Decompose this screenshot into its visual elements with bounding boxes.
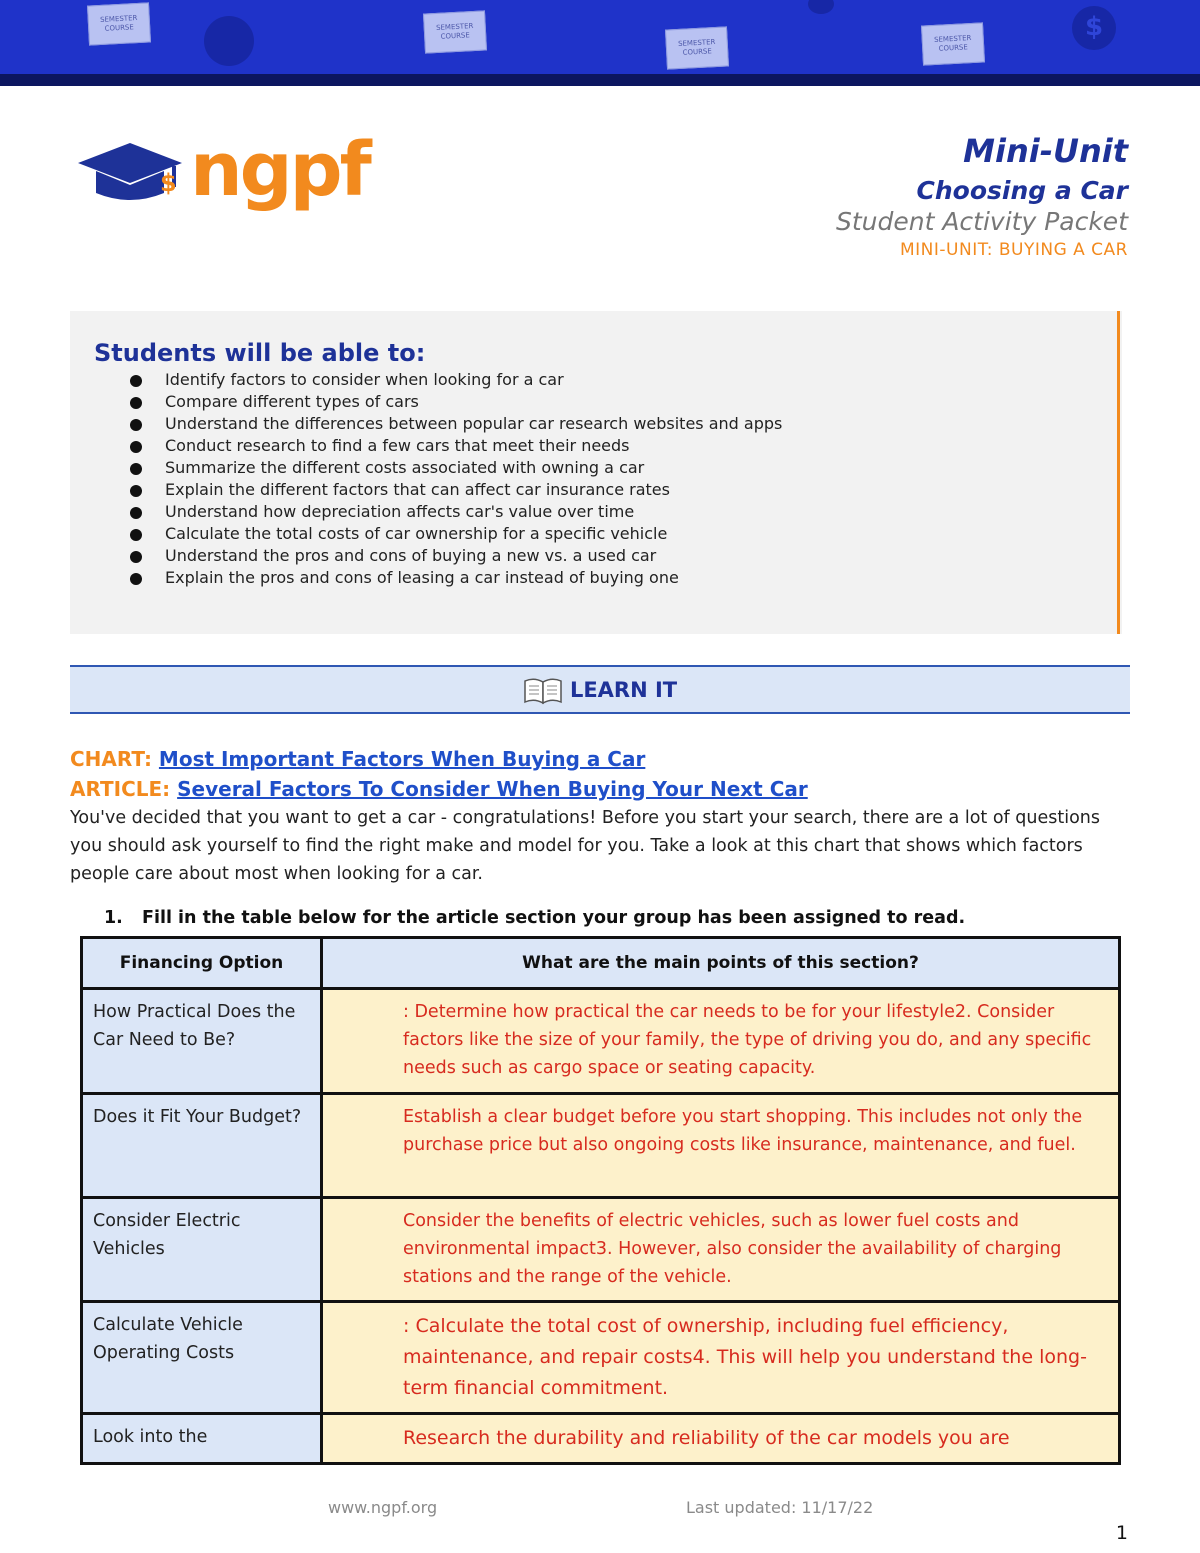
intro-paragraph: You've decided that you want to get a car - congratulations! Before you start your search, there are a lot of questions you should ask yourself to find the right make and model for you. Take a look at this chart that shows which factors people care about most when looking for a car. <box>70 808 1100 884</box>
list-item: Explain the different factors that can affect car insurance rates <box>130 479 782 501</box>
resources-section <box>70 744 1140 888</box>
banner-card: SEMESTER COURSE <box>665 26 729 69</box>
question-number: 1. <box>104 908 123 928</box>
chart-resource <box>70 744 1140 774</box>
option-cell: Calculate Vehicle Operating Costs <box>82 1302 322 1414</box>
dollar-sign: $ <box>1085 12 1104 42</box>
article-tag: ARTICLE: <box>70 777 171 801</box>
top-banner <box>0 0 1200 86</box>
option-cell: Does it Fit Your Budget? <box>82 1094 322 1198</box>
gauge-icon <box>808 0 834 14</box>
list-item: Calculate the total costs of car ownership for a specific vehicle <box>130 523 782 545</box>
list-item: Understand the pros and cons of buying a new vs. a used car <box>130 545 782 567</box>
list-item: Summarize the different costs associated with owning a car <box>130 457 782 479</box>
objectives-title: Students will be able to: <box>94 339 426 367</box>
learn-it-header <box>70 665 1130 714</box>
column-header: What are the main points of this section? <box>322 938 1120 989</box>
page-subtitle: Choosing a Car <box>916 176 1128 205</box>
chart-tag: CHART: <box>70 747 152 771</box>
list-item: Compare different types of cars <box>130 391 782 413</box>
objectives-accent-rule <box>1117 311 1120 634</box>
points-cell[interactable]: Establish a clear budget before you start shopping. This includes not only the purchase price but also ongoing costs like insurance, maintenance, and fuel. <box>322 1094 1120 1198</box>
footer-website: www.ngpf.org <box>328 1498 438 1517</box>
list-item: Explain the pros and cons of leasing a car instead of buying one <box>130 567 782 589</box>
unit-label: MINI-UNIT: BUYING A CAR <box>899 240 1128 260</box>
table-row <box>82 1302 1120 1414</box>
learn-it-label: LEARN IT <box>569 678 678 702</box>
list-item: Identify factors to consider when looking for a car <box>130 369 782 391</box>
list-item: Understand how depreciation affects car's value over time <box>130 501 782 523</box>
speedometer-icon <box>204 16 254 66</box>
list-item: Understand the differences between popular car research websites and apps <box>130 413 782 435</box>
title-block <box>836 132 1128 260</box>
chart-link[interactable]: Most Important Factors When Buying a Car <box>158 747 646 771</box>
points-cell[interactable]: Research the durability and reliability of the car models you are <box>322 1414 1120 1464</box>
article-link[interactable]: Several Factors To Consider When Buying Your Next Car <box>177 777 808 801</box>
packet-label: Student Activity Packet <box>835 207 1128 236</box>
points-cell[interactable]: : Determine how practical the car needs to be for your lifestyle2. Consider factors like the size of your family, the type of driving you do, and any specific needs such as cargo space or seating capacity. <box>322 989 1120 1094</box>
table-header-row <box>82 938 1120 989</box>
option-cell: Consider Electric Vehicles <box>82 1198 322 1302</box>
page-number: 1 <box>1115 1522 1128 1544</box>
footer-updated: Last updated: 11/17/22 <box>686 1498 874 1517</box>
table-row <box>82 1414 1120 1464</box>
table-row <box>82 1198 1120 1302</box>
points-cell[interactable]: : Calculate the total cost of ownership, including fuel efficiency, maintenance, and repair costs4. This will help you understand the long-term financial commitment. <box>322 1302 1120 1414</box>
table-row <box>82 989 1120 1094</box>
question-text: Fill in the table below for the article section your group has been assigned to read. <box>142 908 966 928</box>
column-header: Financing Option <box>82 938 322 989</box>
ngpf-logo <box>74 127 374 225</box>
article-resource <box>70 774 1140 804</box>
banner-stripe <box>0 74 1200 86</box>
table-row <box>82 1094 1120 1198</box>
points-cell[interactable]: Consider the benefits of electric vehicles, such as lower fuel costs and environmental impact3. However, also consider the availability of charging stations and the range of the vehicle. <box>322 1198 1120 1302</box>
option-cell: Look into the <box>82 1414 322 1464</box>
option-cell: How Practical Does the Car Need to Be? <box>82 989 322 1094</box>
logo-dollar: $ <box>160 169 177 197</box>
banner-card: SEMESTER COURSE <box>921 22 985 65</box>
banner-card: SEMESTER COURSE <box>423 10 487 53</box>
page-title: Mini-Unit <box>963 132 1128 170</box>
logo-text: ngpf <box>190 127 369 213</box>
objectives-box <box>70 311 1122 634</box>
objectives-list <box>130 369 782 589</box>
financing-table <box>80 936 1121 1465</box>
list-item: Conduct research to find a few cars that meet their needs <box>130 435 782 457</box>
book-icon <box>523 677 563 705</box>
banner-card: SEMESTER COURSE <box>87 2 151 45</box>
question-1 <box>104 908 965 928</box>
